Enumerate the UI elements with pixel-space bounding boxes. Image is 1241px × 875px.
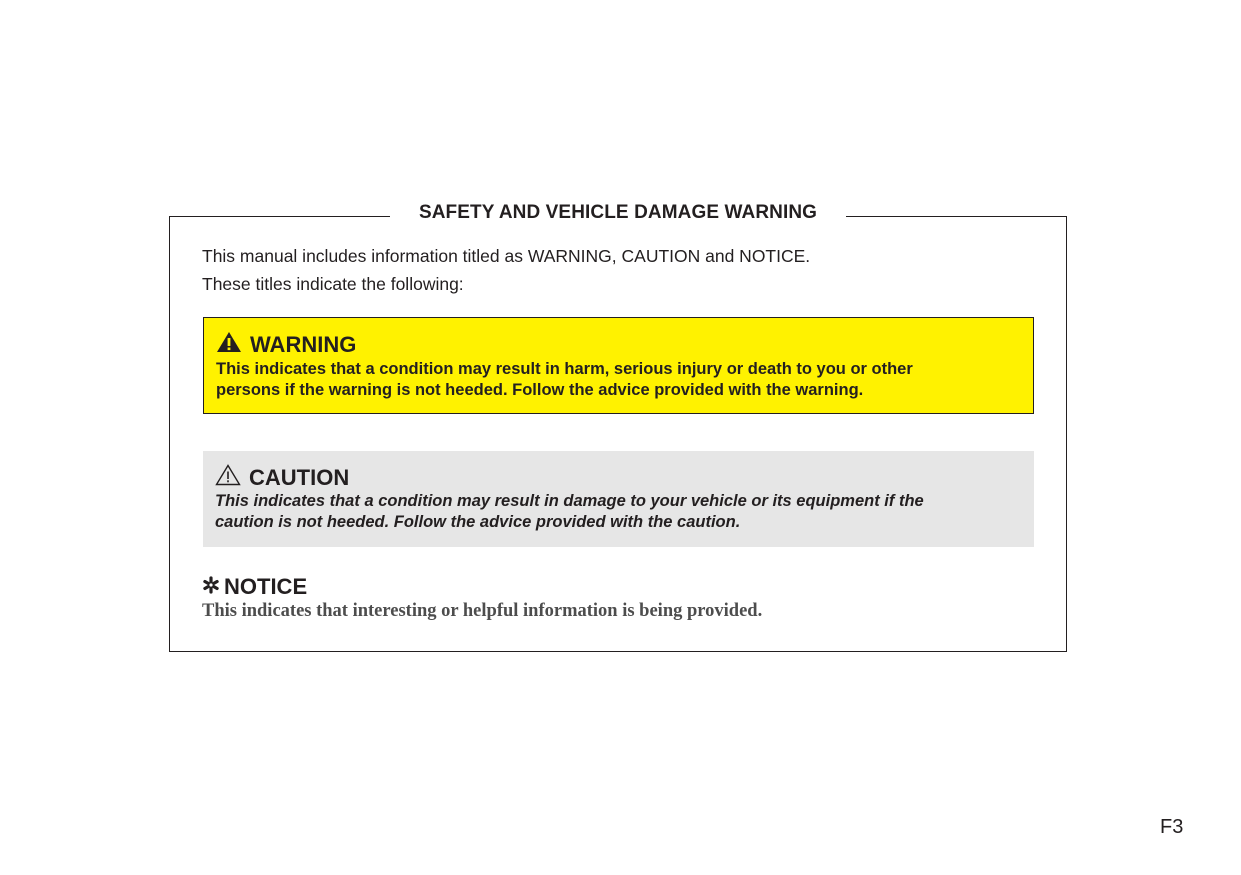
caution-heading [215,464,349,491]
caution-title: CAUTION [249,464,350,490]
notice-heading [202,575,307,599]
warning-text [216,359,1023,400]
caution-triangle-outline-icon [215,464,241,491]
intro-line-1: This manual includes information titled as WARNING, CAUTION and NOTICE. [202,246,811,266]
page-number: F3 [1160,816,1184,838]
warning-box [203,317,1034,414]
warning-heading [216,331,356,358]
warning-text-line-1: This indicates that a condition may result in harm, serious injury or death to you or other [216,360,913,378]
warning-title: WARNING [250,331,357,357]
notice-text: This indicates that interesting or helpful information is being provided. [202,601,763,621]
section-title: SAFETY AND VEHICLE DAMAGE WARNING [390,202,846,224]
caution-text-line-1: This indicates that a condition may result in damage to your vehicle or its equipment if the [215,492,924,510]
asterisk-star-icon [202,575,220,599]
caution-text [215,491,1024,532]
warning-text-line-2: persons if the warning is not heeded. Follow the advice provided with the warning. [216,380,864,399]
caution-box [203,451,1034,547]
caution-text-line-2: caution is not heeded. Follow the advice provided with the caution. [215,512,741,531]
intro-line-2: These titles indicate the following: [202,274,464,294]
warning-triangle-filled-icon [216,331,242,358]
notice-title: NOTICE [224,574,308,599]
